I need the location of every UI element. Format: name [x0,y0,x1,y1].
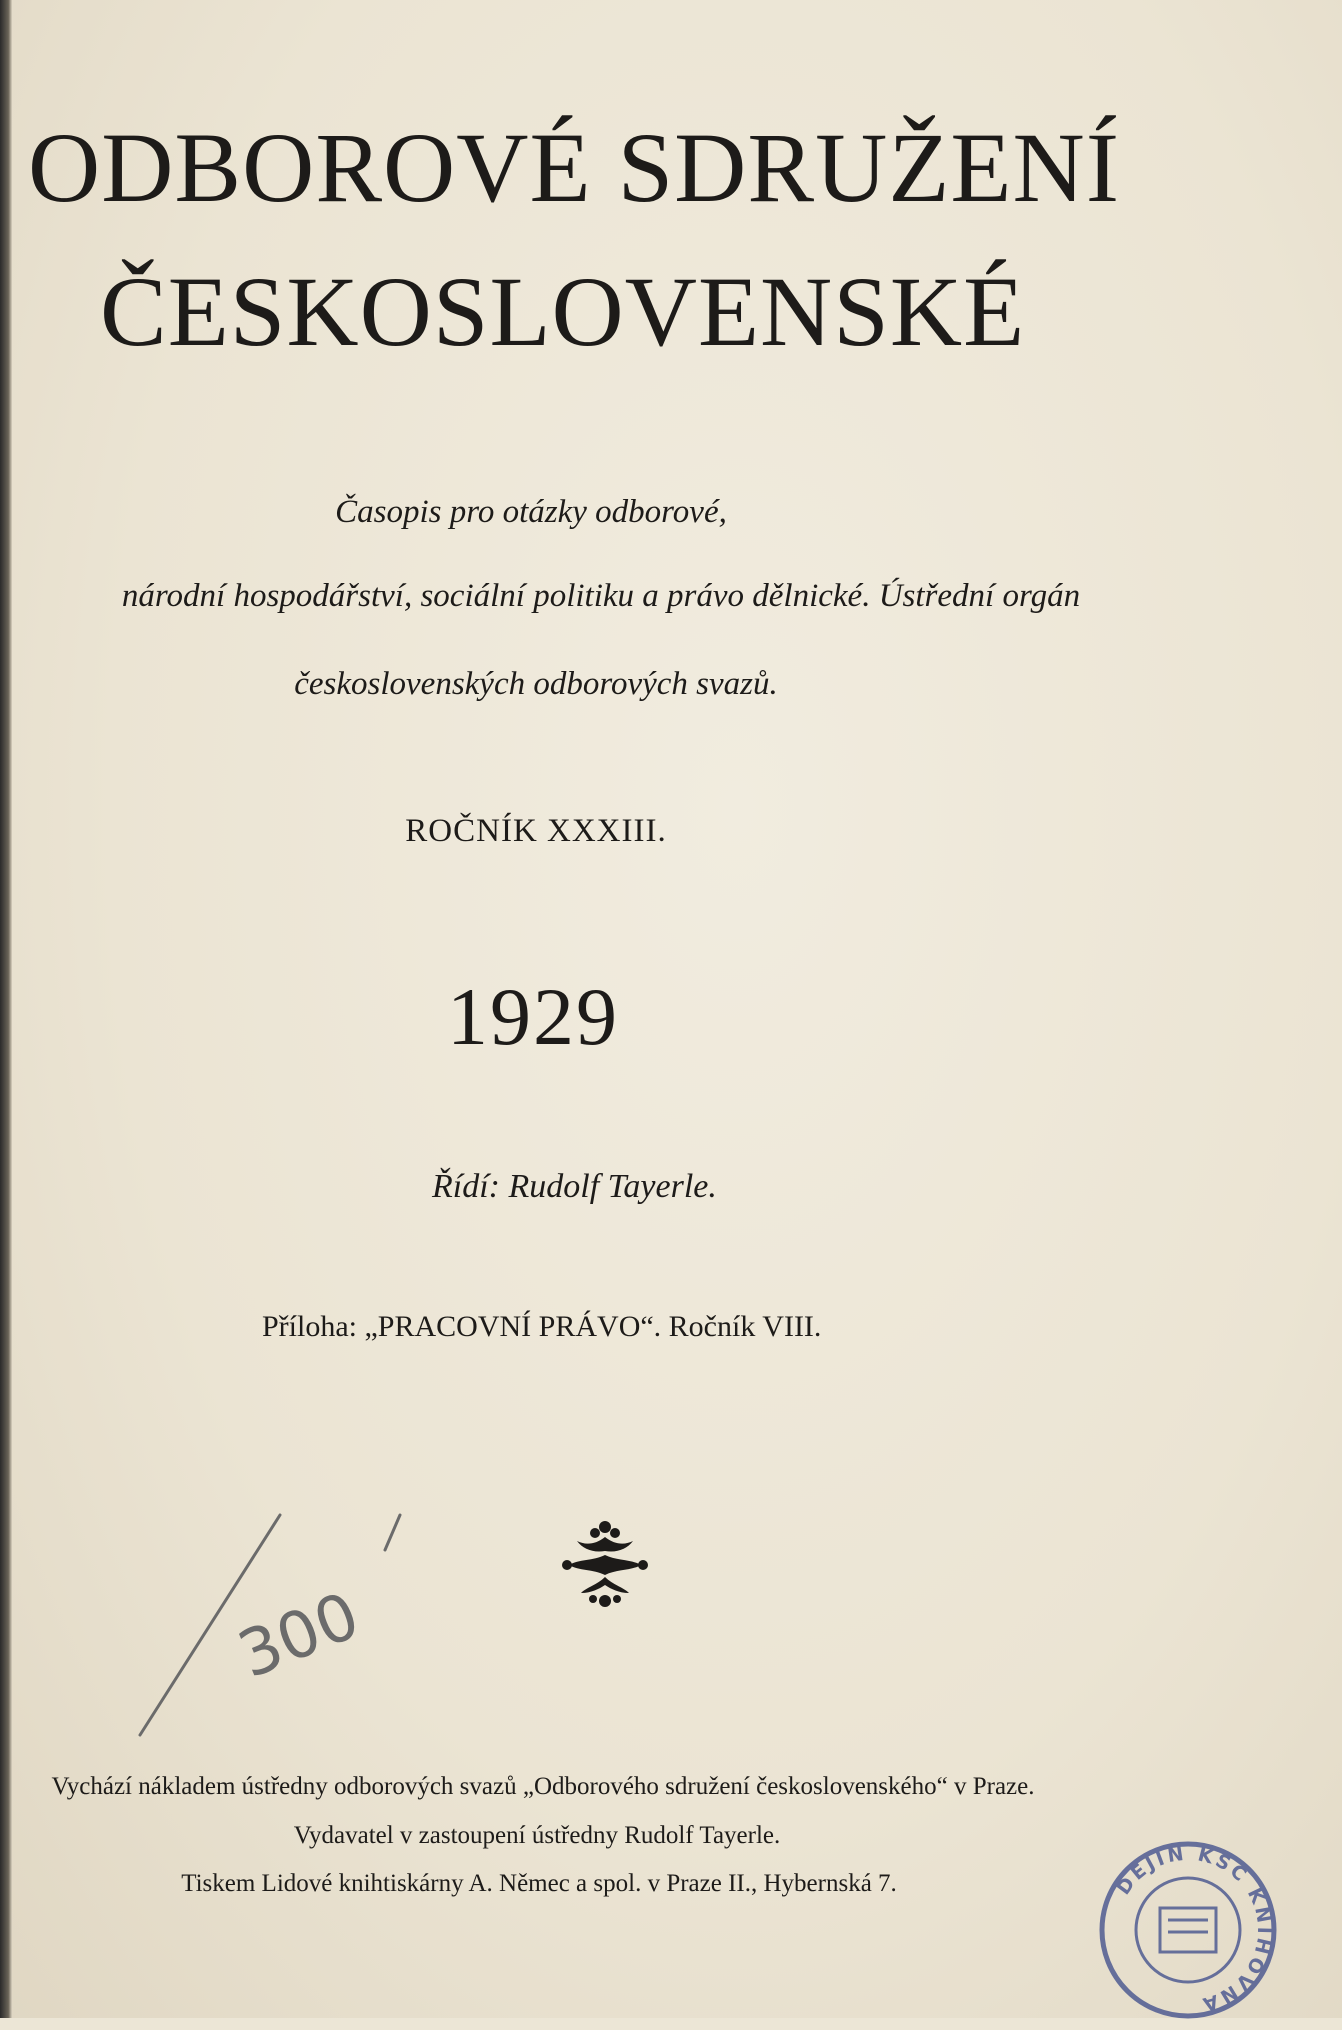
footer-line-2: Vydavatel v zastoupení ústředny Rudolf Tayerle. [293,1822,781,1849]
supplement-line: Příloha: „PRACOVNÍ PRÁVO“. Ročník VIII. [262,1310,822,1343]
library-stamp [1088,1830,1288,2030]
pencil-note: 300 [228,1578,370,1694]
editor-line: Řídí: Rudolf Tayerle. [432,1168,717,1205]
floral-ornament-icon [555,1515,655,1615]
title-line-1: ODBOROVÉ SDRUŽENÍ [28,112,1120,223]
title-line-2: ČESKOSLOVENSKÉ [100,256,1026,367]
subtitle-line-2: národní hospodářství, sociální politiku a právo dělnické. Ústřední orgán [121,578,1081,614]
subtitle-line-3: československých odborových svazů. [294,666,778,702]
volume-label: ROČNÍK XXXIII. [405,813,667,849]
footer-line-3: Tiskem Lidové knihtiskárny A. Němec a spol. v Praze II., Hybernská 7. [181,1870,897,1897]
footer-line-1: Vychází nákladem ústředny odborových svazů „Odborového sdružení československého“ v Praze. [51,1773,1035,1800]
subtitle-line-1: Časopis pro otázky odborové, [335,494,727,530]
year-label: 1929 [447,971,619,1062]
pencil-annotation [130,1510,430,1740]
stamp-text: DĚJIN KSČ KNIHOVNA [1112,1842,1276,2016]
